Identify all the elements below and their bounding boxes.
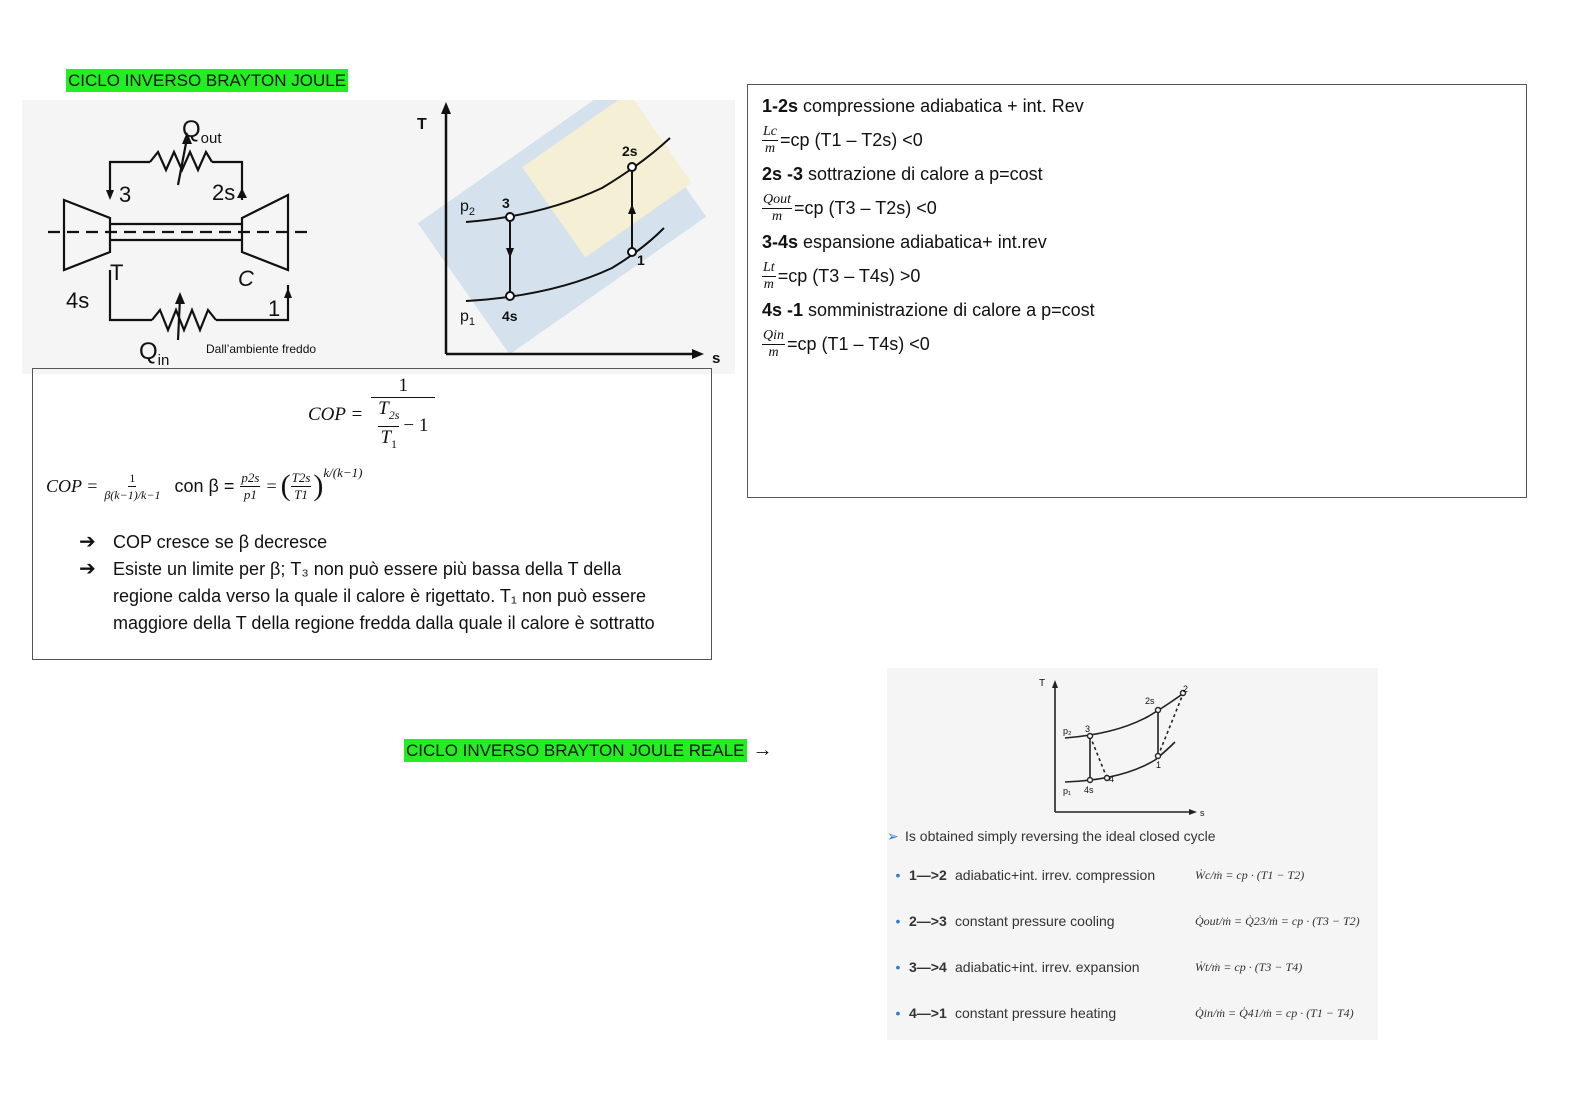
process-formula: $\frac{Lc}{m}$ =cp (T1 – T2s) <0 [763, 123, 923, 156]
cop-formula-1: COP = 1 $T_{2s}$ $T_1$ − 1 [308, 375, 435, 455]
real-cycle-panel [887, 668, 1378, 1040]
process-formula: $\frac{\text{Qin}}{m}$ =cp (T1 – T4s) <0 [763, 327, 930, 360]
arrow-icon: ➔ [79, 558, 96, 580]
real-p2-label: p₂ [1063, 726, 1072, 736]
ts-point-3-label: 3 [502, 195, 510, 211]
ts-point-2s-label: 2s [622, 143, 638, 159]
marker-icon: ➢ [887, 828, 899, 844]
node-3-label: 3 [119, 182, 132, 207]
ts-axis-s-label: s [712, 350, 721, 367]
real-axis-t-label: T [1039, 678, 1046, 689]
process-step: 3-4s espansione adiabatica+ int.rev [762, 232, 1047, 252]
bullet-dot-icon: • [895, 913, 901, 929]
ts-point-1-label: 1 [637, 252, 645, 268]
process-step: 4s -1 somministrazione di calore a p=cost [762, 300, 1095, 320]
ts-axis-t-label: T [417, 116, 427, 133]
real-cycle-item: • 4—>1 constant pressure heating Q̇in/ṁ = Q̇41/ṁ = cp · (T1 − T4) [887, 990, 1378, 1036]
node-2s-label: 2s [212, 180, 236, 205]
bullet-dot-icon: • [895, 1005, 901, 1021]
real-point-4s-label: 4s [1084, 785, 1094, 795]
process-step: 2s -3 sottrazione di calore a p=cost [762, 164, 1043, 184]
real-cycle-items [887, 852, 1378, 1036]
ts-p1-label: $p_1$ [460, 308, 476, 329]
real-point-4-label: 4 [1109, 774, 1115, 784]
node-1-label: 1 [268, 296, 281, 321]
ts-p2-label: $p_2$ [460, 198, 476, 219]
arrow-icon: ➔ [79, 531, 96, 553]
cop-notes [79, 529, 699, 637]
real-cycle-intro: ➢ Is obtained simply reversing the ideal closed cycle [887, 828, 1216, 844]
cold-environment-caption: Dall’ambiente freddo [206, 342, 317, 356]
real-cycle-item: • 3—>4 adiabatic+int. irrev. expansion Ẇt/ṁ = cp · (T3 − T4) [887, 944, 1378, 990]
section-title-real: CICLO INVERSO BRAYTON JOULE REALE [406, 741, 745, 760]
bullet-dot-icon: • [895, 867, 901, 883]
real-axis-s-label: s [1200, 808, 1205, 818]
bullet-dot-icon: • [895, 959, 901, 975]
real-point-1-label: 1 [1156, 760, 1162, 770]
real-cycle-item: • 1—>2 adiabatic+int. irrev. compression Ẇc/ṁ = cp · (T1 − T2) [887, 852, 1378, 898]
q-out-label: $Q_{out}$ [182, 116, 222, 147]
real-point-3-label: 3 [1085, 724, 1091, 734]
ts-point-4s-label: 4s [502, 308, 518, 324]
process-step: 1-2s compressione adiabatica + int. Rev [762, 96, 1084, 116]
real-point-2-label: 2 [1183, 684, 1189, 694]
cop-box [32, 368, 712, 660]
process-formula: $\frac{\text{Qout}}{m}$ =cp (T3 – T2s) <0 [763, 191, 937, 224]
process-formula: $\frac{Lt}{m}$ =cp (T3 – T4s) >0 [763, 259, 921, 292]
q-in-label: $Q_{in}$ [139, 338, 170, 369]
note-cop-increases: ➔ COP cresce se β decresce [79, 529, 699, 556]
processes-box [747, 84, 1527, 498]
figure-panel [22, 100, 735, 374]
cop-formula-2: COP = $\frac{1}{\beta(k-1)/k-1}$ con β = $\frac{p2s}{p1}$ = ( $\frac{T2s}{T1}$ ) k/(k−1) [46, 465, 363, 502]
section-title-ideal: CICLO INVERSO BRAYTON JOULE [68, 71, 347, 90]
real-point-2s-label: 2s [1145, 696, 1155, 706]
real-cycle-ts-diagram [887, 668, 1378, 818]
node-4s-label: 4s [66, 288, 90, 313]
compressor-label: C [238, 266, 254, 291]
note-beta-limit: ➔ Esiste un limite per β; T₃ non può essere più bassa della T della regione calda verso la quale il calore è rigettato. T₁ non può essere maggiore della T della regione fredda dalla quale il calore è sottratto [79, 556, 699, 637]
real-cycle-item: • 2—>3 constant pressure cooling Q̇out/ṁ = Q̇23/ṁ = cp · (T3 − T2) [887, 898, 1378, 944]
turbine-label: T [110, 260, 124, 285]
section-title-real-row [404, 739, 773, 762]
real-p1-label: p₁ [1063, 786, 1072, 796]
brayton-schematic-and-ts-diagram [22, 100, 735, 374]
arrow-right-icon: → [752, 739, 773, 761]
